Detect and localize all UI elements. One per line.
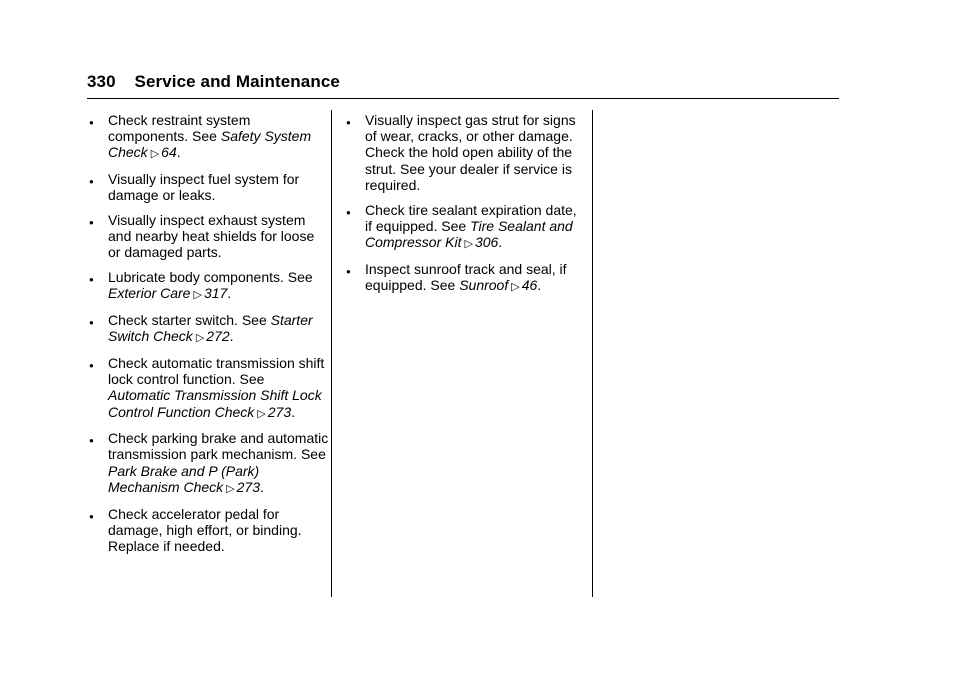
bullet-icon: ●	[89, 436, 94, 446]
page-header	[87, 72, 340, 92]
cross-reference-link[interactable]: Safety System Check	[108, 128, 312, 161]
page-reference-icon: ▷	[193, 289, 202, 302]
page-reference-number[interactable]: 306	[474, 233, 499, 250]
page-reference-number[interactable]: 272	[206, 328, 230, 345]
checklist-item	[89, 171, 329, 203]
column-divider-right	[592, 110, 593, 597]
page-reference-icon: ▷	[257, 407, 266, 420]
item-text-end: .	[229, 328, 234, 345]
item-text: Check restraint system components. See	[108, 112, 251, 145]
bullet-icon: ●	[89, 511, 94, 521]
page-reference-icon: ▷	[226, 482, 235, 495]
item-text: Visually inspect gas strut for signs of wear, cracks, or other damage. Check the hold open ability of the strut. See your dealer if service is required.	[365, 112, 576, 193]
item-text: Check tire sealant expiration date, if equipped. See	[365, 201, 577, 234]
item-text-end: .	[259, 478, 264, 495]
column-divider-left	[331, 110, 332, 597]
bullet-icon: ●	[89, 318, 94, 328]
item-text: Lubricate body components. See	[108, 269, 313, 286]
item-text: Inspect sunroof track and seal, if equipped. See	[365, 260, 567, 293]
checklist-item	[89, 312, 329, 346]
cross-reference-link[interactable]: Automatic Transmission Shift Lock Control Function Check	[108, 387, 322, 420]
bullet-icon: ●	[346, 207, 351, 217]
cross-reference-link[interactable]: Park Brake and P (Park) Mechanism Check	[108, 462, 260, 495]
header-rule	[87, 98, 839, 99]
item-text: Check starter switch. See	[108, 312, 271, 329]
page-reference-number[interactable]: 46	[521, 276, 538, 293]
page-reference-number[interactable]: 64	[161, 144, 177, 161]
bullet-icon: ●	[89, 360, 94, 370]
cross-reference-link[interactable]: Sunroof	[459, 276, 509, 293]
page-reference-icon: ▷	[150, 148, 160, 161]
cross-reference-link[interactable]: Starter Switch Check	[108, 312, 313, 345]
bullet-icon: ●	[89, 275, 94, 285]
page-reference-icon: ▷	[195, 332, 205, 345]
item-text: Check accelerator pedal for damage, high effort, or binding. Replace if needed.	[108, 505, 302, 554]
item-text: Check parking brake and automatic transmission park mechanism. See	[108, 430, 329, 463]
checklist-item	[89, 355, 329, 422]
bullet-icon: ●	[89, 218, 94, 228]
page-reference-icon: ▷	[511, 280, 520, 293]
item-text-end: .	[498, 233, 503, 250]
checklist-item	[89, 112, 329, 163]
bullet-icon: ●	[346, 118, 351, 127]
page-reference-number[interactable]: 273	[236, 478, 260, 495]
bullet-icon: ●	[89, 118, 94, 127]
left-column	[89, 112, 329, 563]
checklist-item	[346, 261, 586, 295]
checklist-item	[89, 212, 329, 261]
page-number: 330	[87, 72, 116, 91]
checklist-item	[89, 269, 329, 303]
item-text: Visually inspect fuel system for damage or leaks.	[108, 171, 300, 204]
page-reference-icon: ▷	[464, 237, 473, 250]
section-title: Service and Maintenance	[134, 72, 340, 91]
checklist-item	[346, 202, 586, 253]
middle-column	[346, 112, 586, 304]
checklist-item	[89, 506, 329, 555]
cross-reference-link[interactable]: Tire Sealant and Compressor Kit	[365, 217, 573, 250]
item-text: Visually inspect exhaust system and nearby heat shields for loose or damaged parts.	[108, 212, 315, 261]
item-text-end: .	[537, 276, 542, 293]
item-text-end: .	[176, 144, 181, 161]
bullet-icon: ●	[346, 266, 351, 276]
item-text: Check automatic transmission shift lock control function. See	[108, 354, 325, 388]
item-text-end: .	[227, 285, 232, 302]
cross-reference-link[interactable]: Exterior Care	[108, 285, 191, 302]
page-reference-number[interactable]: 317	[203, 285, 228, 302]
page-reference-number[interactable]: 273	[267, 403, 292, 420]
bullet-icon: ●	[89, 177, 94, 187]
item-text-end: .	[291, 403, 296, 420]
checklist-item	[89, 430, 329, 497]
checklist-item	[346, 112, 586, 193]
